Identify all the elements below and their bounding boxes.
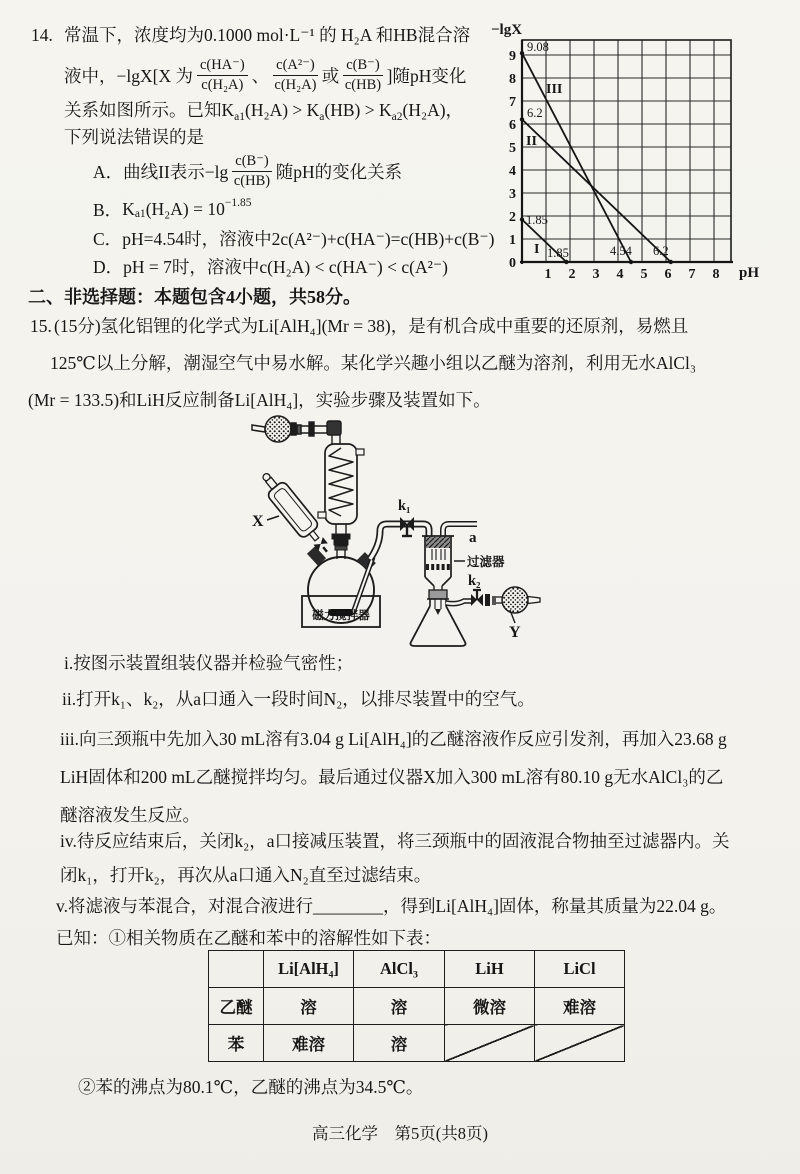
ph-graph	[490, 14, 796, 286]
drying-bulb-left	[252, 416, 301, 442]
svg-text:1: 1	[544, 267, 552, 282]
step-ii: ii.打开k₁、k₂，从a口通入一段时间N₂，以排尽装置中的空气。	[62, 689, 535, 709]
a-port-label: a	[469, 530, 477, 546]
svg-text:3: 3	[509, 187, 516, 202]
row-label-ether: 乙醚	[209, 988, 264, 1025]
q14-line2	[64, 52, 466, 98]
svg-text:4: 4	[616, 267, 624, 282]
xint-i-label: 1.85	[547, 246, 569, 260]
svg-text:5: 5	[640, 267, 648, 282]
q15-intro3: (Mr = 133.5)和LiH反应制备Li[AlH₄]，实验步骤及装置如下。	[28, 390, 491, 410]
svg-text:2: 2	[509, 210, 516, 225]
bulb-y-label: Y	[509, 624, 521, 641]
intercept-dots	[520, 51, 673, 264]
drying-bulb-y	[485, 587, 540, 613]
plot-border	[522, 40, 731, 262]
stopper	[429, 590, 447, 599]
svg-text:6: 6	[664, 267, 672, 282]
xint-ii-label: 6.2	[653, 244, 669, 258]
cell-ether-alcl3: 溶	[354, 988, 445, 1025]
q15-number: 15.	[30, 316, 52, 336]
table-row-ether	[209, 988, 625, 1025]
step-v: v.将滤液与苯混合，对混合液进行________，得到Li[AlH₄]固体，称量其质量为22.04 g。	[56, 896, 727, 916]
xint-iii-label: 4.54	[610, 244, 632, 258]
y-tick-labels	[509, 49, 516, 248]
q14-number: 14.	[31, 25, 53, 45]
q14-option-a: A． 曲线II表示−lg $\frac{c(B^-)}{c(HB)}$ 随pH的变化关系	[93, 153, 403, 189]
step-iv-line1: iv.待反应结束后，关闭k₂，a口接减压装置，将三颈瓶中的固液混合物抽至过滤器内。关	[60, 831, 730, 851]
fraction-b-hb: $\frac{c(B^-)}{c(HB)}$	[344, 57, 382, 93]
q15-intro1: (15分)氢化铝锂的化学式为Li[AlH₄](Mr = 38)，是有机合成中重要的还原剂，易燃且	[54, 316, 689, 336]
step-iii-line2: LiH固体和200 mL乙醚搅拌均匀。最后通过仪器X加入300 mL溶有80.10 g无水AlCl₃的乙	[60, 767, 724, 787]
curves	[522, 53, 671, 262]
header-lialh4: Li[AlH₄]	[264, 951, 354, 988]
page-footer: 高三化学 第5页(共8页)	[312, 1124, 488, 1143]
curve-ii-label: II	[526, 134, 537, 149]
fraction-a2-h2a: $\frac{\text{c(A²⁻)}}{\text{c(H₂A)}}$	[274, 57, 317, 93]
left-neck-joint	[311, 550, 322, 562]
q15-intro2: 125℃以上分解，潮湿空气中易水解。某化学兴趣小组以乙醚为溶剂，利用无水AlCl₃	[50, 353, 696, 373]
header-lih: LiH	[445, 951, 535, 988]
option-b-label: B．	[93, 200, 123, 220]
known-note-2: ②苯的沸点为80.1℃，乙醚的沸点为34.5℃。	[78, 1077, 424, 1097]
cell-ether-lialh4: 溶	[264, 988, 354, 1025]
svg-text:4: 4	[509, 164, 516, 179]
cell-ether-lih: 微溶	[445, 988, 535, 1025]
row-label-benzene: 苯	[209, 1025, 264, 1062]
header-licl: LiCl	[535, 951, 625, 988]
svg-text:7: 7	[688, 267, 696, 282]
solubility-table	[208, 950, 625, 1062]
header-empty	[209, 951, 264, 988]
step-iii-line1: iii.向三颈瓶中先加入30 mL溶有3.04 g Li[AlH₄]的乙醚溶液作反应引发剂，再加入23.68 g	[60, 729, 727, 749]
svg-text:1: 1	[509, 233, 516, 248]
k1-label: k₁	[398, 498, 411, 514]
yint-iii-label: 9.08	[527, 40, 549, 54]
x-axis-label: pH	[739, 265, 760, 281]
svg-text:6: 6	[509, 118, 516, 133]
filter	[422, 536, 454, 599]
cell-benzene-licl-na	[535, 1025, 625, 1062]
curve-III	[522, 53, 631, 262]
step-iii-line3: 醚溶液发生反应。	[60, 805, 200, 825]
apparatus-diagram	[224, 403, 569, 653]
step-iv-line2: 闭k₁，打开k₂，再次从a口通入N₂直至过滤结束。	[60, 865, 432, 885]
table-header-row	[209, 951, 625, 988]
q14-line3: 关系如图所示。已知$K_{a1}(H_2A) > K_a(HB) > K_{a2}(H_2A)$，	[64, 100, 464, 123]
x-tick-labels	[545, 267, 720, 282]
fraction-option-a: $\frac{c(B^-)}{c(HB)}$	[233, 153, 271, 189]
q14-line2-t2: 、	[251, 65, 270, 86]
known-note-1: 已知：①相关物质在乙醚和苯中的溶解性如下表：	[56, 928, 441, 948]
q14-line1: 常温下，浓度均为0.1000 mol·L⁻¹ 的 H₂A 和HB混合溶	[64, 25, 471, 45]
valve-k2	[471, 590, 483, 606]
svg-text:8: 8	[712, 267, 720, 282]
svg-text:2: 2	[568, 267, 576, 282]
q14-line2-t3: 或	[321, 65, 340, 86]
curve-i-label: I	[534, 242, 540, 257]
svg-text:8: 8	[509, 72, 516, 87]
y-axis-label: −lgX	[491, 22, 523, 38]
filter-stem-tip	[435, 609, 441, 615]
curve-iii-label: III	[546, 82, 563, 97]
svg-text:5: 5	[509, 141, 516, 156]
svg-text:7: 7	[509, 95, 516, 110]
svg-text:9: 9	[509, 49, 516, 64]
valve-k1	[400, 517, 414, 536]
yint-ii-label: 6.2	[527, 106, 543, 120]
cell-benzene-lialh4: 难溶	[264, 1025, 354, 1062]
cell-benzene-lih-na	[445, 1025, 535, 1062]
svg-text:3: 3	[592, 267, 600, 282]
yint-i-label: 1.85	[526, 213, 548, 227]
stirrer-label: 磁力搅拌器	[312, 610, 370, 622]
top-tube	[301, 421, 341, 444]
q14-option-c: C． pH=4.54时，溶液中2c(A²⁻)+c(HA⁻)=c(HB)+c(B⁻)	[93, 226, 494, 251]
origin-label: 0	[509, 256, 516, 271]
table-row-benzene	[209, 1025, 625, 1062]
fraction-ha-h2a: $\frac{c(HA^-)}{\text{c(H₂A)}}$	[197, 57, 248, 92]
step-i: i.按图示装置组装仪器并检验气密性；	[64, 653, 354, 673]
grid-lines	[522, 40, 731, 262]
funnel-x-label: X	[252, 513, 264, 530]
cell-ether-licl: 难溶	[535, 988, 625, 1025]
section2-title: 二、非选择题：本题包含4小题，共58分。	[28, 287, 361, 307]
q14-line4: 下列说法错误的是	[64, 127, 204, 147]
option-a-label: A．	[93, 161, 124, 182]
header-alcl3: AlCl₃	[354, 951, 445, 988]
cell-benzene-alcl3: 溶	[354, 1025, 445, 1062]
x-label-dash	[267, 516, 279, 520]
filter-label: 过滤器	[467, 555, 505, 569]
q14-option-b: B． K a1 (H₂A) = 10 −1.85	[93, 196, 252, 220]
k2-label: k₂	[468, 573, 481, 589]
q14-line2-t4: ]随pH变化	[386, 65, 467, 86]
q14-line2-t1: 液中，−lgX[X 为	[64, 65, 193, 86]
q14-option-d: D． pH = 7时，溶液中c(H₂A) < c(HA⁻) < c(A²⁻)	[93, 254, 448, 279]
option-c-label: C．	[93, 229, 123, 249]
option-d-label: D．	[93, 257, 124, 277]
